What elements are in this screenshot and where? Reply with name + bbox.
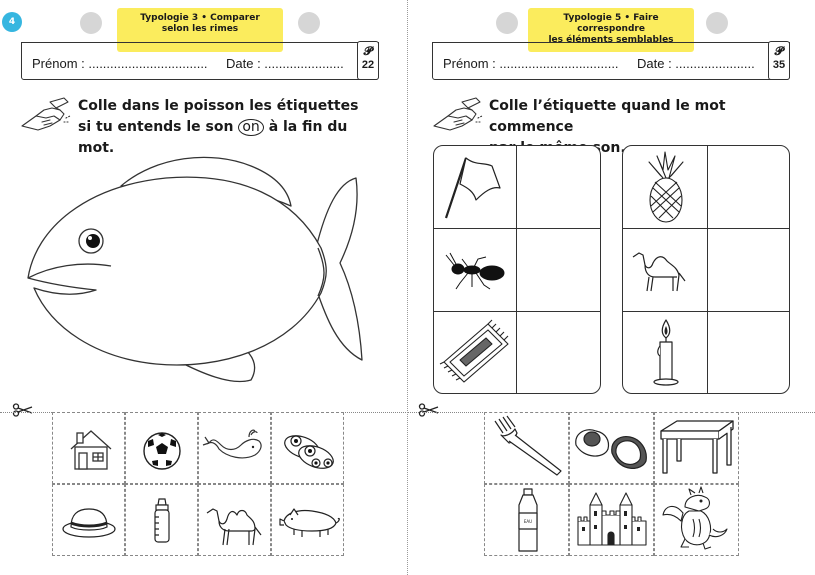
sticker-whale[interactable] xyxy=(198,412,271,484)
son-circle: on xyxy=(238,119,263,136)
whale-icon xyxy=(199,413,272,485)
rug-icon xyxy=(436,314,514,392)
pineapple-icon xyxy=(627,148,705,226)
soccer-ball-icon xyxy=(126,413,199,485)
slippers-icon xyxy=(272,413,345,485)
flag-icon xyxy=(436,148,514,226)
sticker-hat[interactable] xyxy=(52,484,125,556)
candle-icon xyxy=(627,314,705,392)
name-date-bar xyxy=(432,42,790,80)
baby-bottle-icon xyxy=(126,485,199,557)
page-number-box xyxy=(768,41,790,80)
typology-tag-line1: Typologie 3 • Comparer xyxy=(140,13,260,23)
sticker-pig[interactable] xyxy=(271,484,344,556)
castle-icon xyxy=(570,485,655,557)
sticker-slippers[interactable] xyxy=(271,412,344,484)
instruction-line1: Colle l’étiquette quand le mot commence xyxy=(489,98,726,135)
instruction-line2: son. xyxy=(592,140,626,156)
date-field[interactable]: Date : ...................... xyxy=(637,56,755,71)
decorative-dot xyxy=(496,12,518,34)
sticker-water-bottle[interactable] xyxy=(484,484,569,556)
sticker-grid xyxy=(484,412,739,556)
avocado-icon xyxy=(570,413,655,485)
sticker-house[interactable] xyxy=(52,412,125,484)
date-field[interactable]: Date : ...................... xyxy=(226,56,344,71)
glue-hands-icon xyxy=(432,96,484,134)
camel-icon xyxy=(627,231,705,309)
bottle-label: EAU xyxy=(523,519,533,524)
sticker-table[interactable] xyxy=(654,412,739,484)
dragon-icon xyxy=(655,485,740,557)
sticker-avocado[interactable] xyxy=(569,412,654,484)
name-date-bar xyxy=(21,42,379,80)
fork-icon xyxy=(485,413,570,485)
sticker-soccer-ball[interactable] xyxy=(125,412,198,484)
typology-tag-line2: les éléments semblables xyxy=(548,35,674,45)
scissors-icon xyxy=(12,403,34,417)
decorative-dot xyxy=(80,12,102,34)
hat-icon xyxy=(53,485,126,557)
page-badge: 4 xyxy=(2,12,22,32)
sticker-camel[interactable] xyxy=(198,484,271,556)
ear-icon: 𝓟 xyxy=(774,44,784,58)
page-number: 22 xyxy=(361,59,375,71)
decorative-dot xyxy=(706,12,728,34)
fish-outline xyxy=(26,148,366,393)
sticker-dragon[interactable] xyxy=(654,484,739,556)
table-icon xyxy=(655,413,740,485)
decorative-dot xyxy=(298,12,320,34)
typology-tag-line1: Typologie 5 • Faire correspondre xyxy=(563,13,659,34)
ant-icon xyxy=(436,231,514,309)
glue-hands-icon xyxy=(20,96,72,134)
page-number-box xyxy=(357,41,379,80)
typology-tag-line2: selon les rimes xyxy=(161,24,239,34)
page-number: 35 xyxy=(772,59,786,71)
scissors-icon xyxy=(418,403,440,417)
name-field[interactable]: Prénom : ................................. xyxy=(32,56,208,71)
page-divider xyxy=(407,0,408,575)
sticker-castle[interactable] xyxy=(569,484,654,556)
house-icon xyxy=(53,413,126,485)
pig-icon xyxy=(272,485,345,557)
ear-icon: 𝓟 xyxy=(363,44,373,58)
match-grid-right xyxy=(622,145,790,394)
water-bottle-icon xyxy=(485,485,570,557)
name-field[interactable]: Prénom : ................................. xyxy=(443,56,619,71)
sticker-baby-bottle[interactable] xyxy=(125,484,198,556)
sticker-fork[interactable] xyxy=(484,412,569,484)
sticker-grid xyxy=(52,412,344,556)
camel-icon xyxy=(199,485,272,557)
instruction-line2: si tu entends le son on à la fin du mot. xyxy=(78,119,348,156)
instruction-line1: Colle dans le poisson les étiquettes xyxy=(78,98,359,114)
match-grid-left xyxy=(433,145,601,394)
